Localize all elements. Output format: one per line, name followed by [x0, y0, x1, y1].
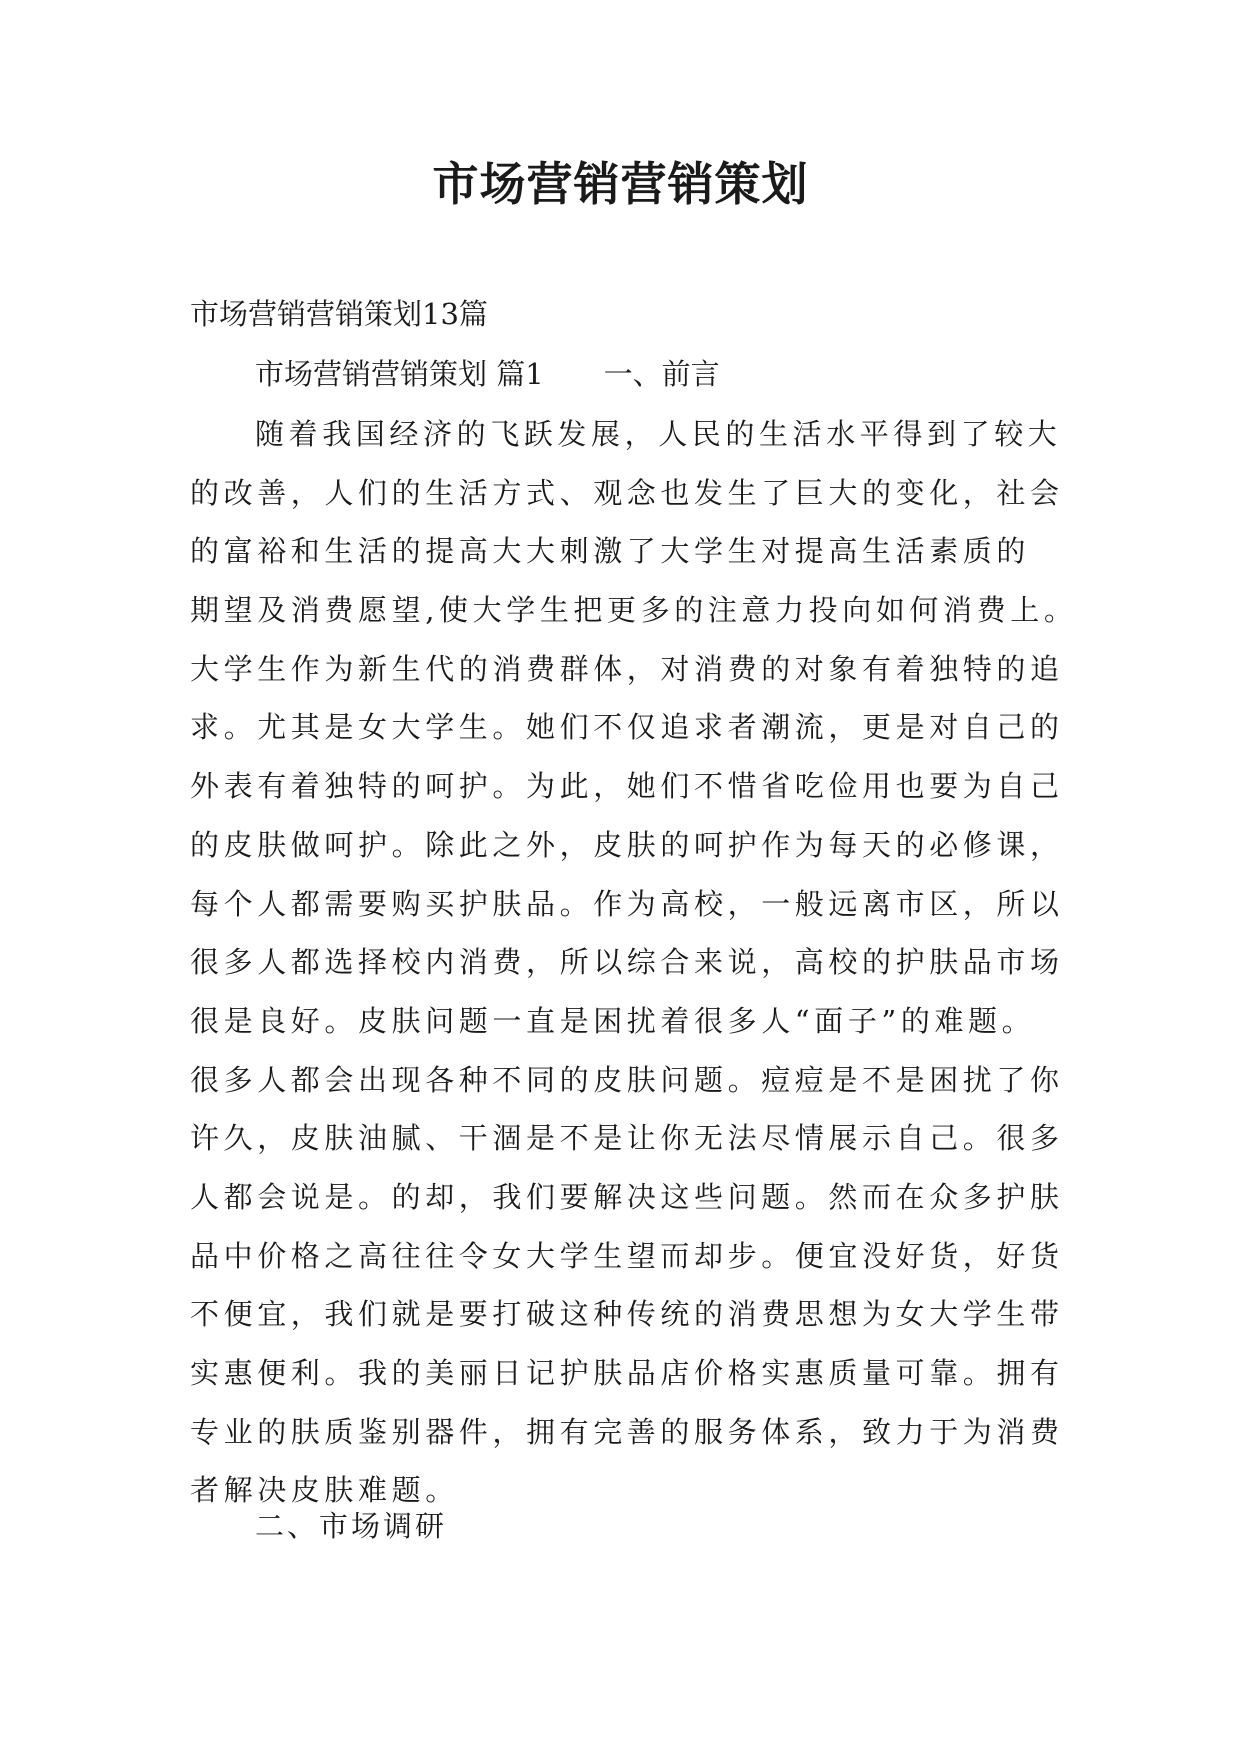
section-intro-line [255, 352, 720, 396]
paragraph-line: 期望及消费愿望,使大学生把更多的注意力投向如何消费上。 [190, 593, 1078, 628]
paragraph-line: 的皮肤做呵护。除此之外，皮肤的呵护作为每天的必修课， [190, 827, 1064, 862]
section-label: 市场营销营销策划 篇1 [255, 357, 544, 391]
body-paragraph [190, 412, 1078, 1527]
paragraph-line: 的富裕和生活的提高大大刺激了大学生对提高生活素质的 [190, 534, 1031, 569]
paragraph-line: 很是良好。皮肤问题一直是困扰着很多人“面子”的难题。 [190, 1003, 1036, 1038]
section-heading: 一、前言 [603, 357, 720, 391]
paragraph-line: 很多人都选择校内消费，所以综合来说，高校的护肤品市场 [190, 945, 1064, 980]
paragraph-line: 不便宜，我们就是要打破这种传统的消费思想为女大学生带 [190, 1297, 1064, 1332]
paragraph-line: 专业的肤质鉴别器件，拥有完善的服务体系，致力于为消费 [190, 1414, 1064, 1449]
section-heading-market-research: 二、市场调研 [255, 1509, 448, 1543]
document-title: 市场营销营销策划 [432, 157, 809, 211]
document-subtitle: 市场营销营销策划13篇 [190, 297, 488, 331]
paragraph-line: 的改善，人们的生活方式、观念也发生了巨大的变化，社会 [190, 475, 1064, 510]
paragraph-line: 人都会说是。的却，我们要解决这些问题。然而在众多护肤 [190, 1179, 1064, 1214]
paragraph-line: 求。尤其是女大学生。她们不仅追求者潮流，更是对自己的 [190, 710, 1064, 745]
paragraph-line: 很多人都会出现各种不同的皮肤问题。痘痘是不是困扰了你 [190, 1062, 1064, 1097]
paragraph-line: 大学生作为新生代的消费群体，对消费的对象有着独特的追 [190, 651, 1064, 686]
paragraph-line: 每个人都需要购买护肤品。作为高校，一般远离市区，所以 [190, 886, 1064, 921]
paragraph-line: 品中价格之高往往令女大学生望而却步。便宜没好货，好货 [190, 1238, 1064, 1273]
paragraph-line: 随着我国经济的飞跃发展，人民的生活水平得到了较大 [255, 417, 1062, 451]
paragraph-line: 许久，皮肤油腻、干涸是不是让你无法尽情展示自己。很多 [190, 1121, 1064, 1156]
paragraph-line: 实惠便利。我的美丽日记护肤品店价格实惠质量可靠。拥有 [190, 1356, 1064, 1390]
paragraph-line: 外表有着独特的呵护。为此，她们不惜省吃俭用也要为自己 [190, 769, 1064, 804]
paragraph-line: 者解决皮肤难题。 [190, 1473, 459, 1508]
